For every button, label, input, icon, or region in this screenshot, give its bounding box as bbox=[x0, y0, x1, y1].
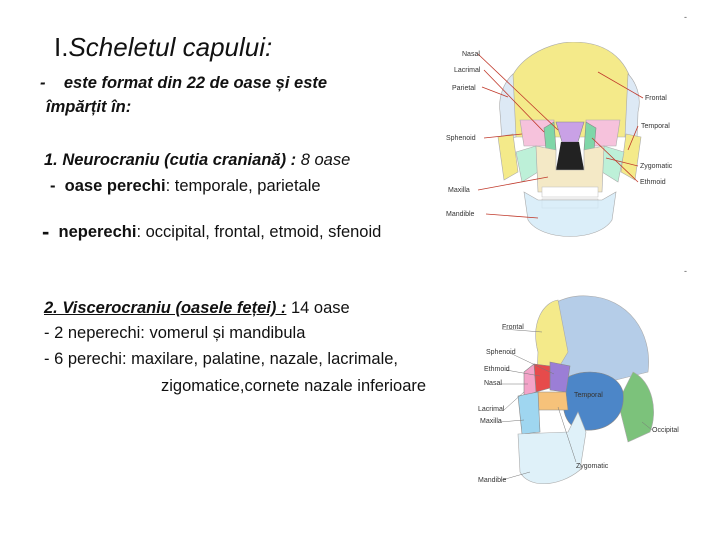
intro-text-1: este format din 22 de oase și este bbox=[63, 74, 328, 92]
neuro-unpaired-label: neperechi bbox=[58, 223, 137, 241]
viscero-line-2: - 6 perechi: maxilare, palatine, nazale, lacrimale, bbox=[44, 350, 399, 368]
zygomatic-side-shape bbox=[536, 392, 568, 410]
side-label-nasal: Nasal bbox=[484, 380, 502, 387]
neuro-unpaired-line bbox=[42, 219, 381, 245]
label-sphenoid: Sphenoid bbox=[446, 135, 476, 142]
label-zygomatic: Zygomatic bbox=[640, 163, 673, 170]
label-frontal: Frontal bbox=[645, 95, 667, 102]
skull-side-diagram bbox=[458, 292, 688, 512]
viscero-heading-text: 2. Viscerocraniu (oasele feței) : bbox=[44, 299, 287, 317]
intro-dash: - bbox=[40, 74, 46, 92]
neuro-heading bbox=[44, 151, 350, 170]
neuro-count: 8 oase bbox=[296, 151, 351, 169]
label-temporal: Temporal bbox=[641, 123, 670, 130]
viscero-count: 14 oase bbox=[286, 299, 350, 317]
title-prefix: I. bbox=[54, 32, 69, 62]
occipital-side-shape bbox=[618, 372, 654, 442]
neuro-pairs-label: oase perechi bbox=[64, 177, 166, 195]
nasal-side-shape bbox=[524, 364, 536, 396]
viscero-line-3: zigomatice,cornete nazale inferioare bbox=[161, 377, 427, 395]
title-text: Scheletul capului: bbox=[68, 32, 273, 62]
neuro-pairs-text: : temporale, parietale bbox=[165, 177, 321, 195]
temporal-side-shape bbox=[563, 372, 623, 430]
neuro-pairs-dash: - bbox=[50, 177, 56, 195]
side-label-frontal: Frontal bbox=[502, 324, 524, 331]
side-label-sphenoid: Sphenoid bbox=[486, 349, 516, 356]
side-label-maxilla: Maxilla bbox=[480, 418, 502, 425]
label-ethmoid: Ethmoid bbox=[640, 179, 666, 186]
side-label-occipital: Occipital bbox=[652, 427, 679, 434]
label-nasal: Nasal bbox=[462, 51, 480, 58]
label-lacrimal: Lacrimal bbox=[454, 67, 481, 74]
side-label-mandible: Mandible bbox=[478, 477, 507, 484]
skull-front-diagram bbox=[438, 42, 684, 252]
side-label-zygomatic: Zygomatic bbox=[576, 463, 609, 470]
neuro-unpaired-text: : occipital, frontal, etmoid, sfenoid bbox=[136, 223, 382, 241]
neuro-unpaired-dash: - bbox=[42, 219, 50, 244]
viscero-line-1: - 2 neperechi: vomerul și mandibula bbox=[44, 324, 306, 342]
side-label-temporal: Temporal bbox=[574, 392, 603, 399]
edge-mark-middle: - bbox=[684, 266, 687, 276]
side-label-lacrimal: Lacrimal bbox=[478, 406, 505, 413]
label-maxilla: Maxilla bbox=[448, 187, 470, 194]
edge-mark-top: - bbox=[684, 12, 687, 22]
intro-line-2: împărțit în: bbox=[46, 98, 132, 116]
intro-line-1 bbox=[40, 74, 327, 93]
neuro-pairs-line bbox=[50, 177, 321, 196]
side-label-ethmoid: Ethmoid bbox=[484, 366, 510, 373]
upper-teeth-shape bbox=[542, 187, 598, 197]
maxilla-side-shape bbox=[518, 392, 540, 434]
neuro-heading-text: 1. Neurocraniu (cutia craniană) : bbox=[44, 151, 297, 169]
viscero-heading bbox=[44, 299, 350, 318]
page-title bbox=[54, 32, 272, 63]
label-mandible: Mandible bbox=[446, 211, 475, 218]
label-parietal: Parietal bbox=[452, 85, 476, 92]
